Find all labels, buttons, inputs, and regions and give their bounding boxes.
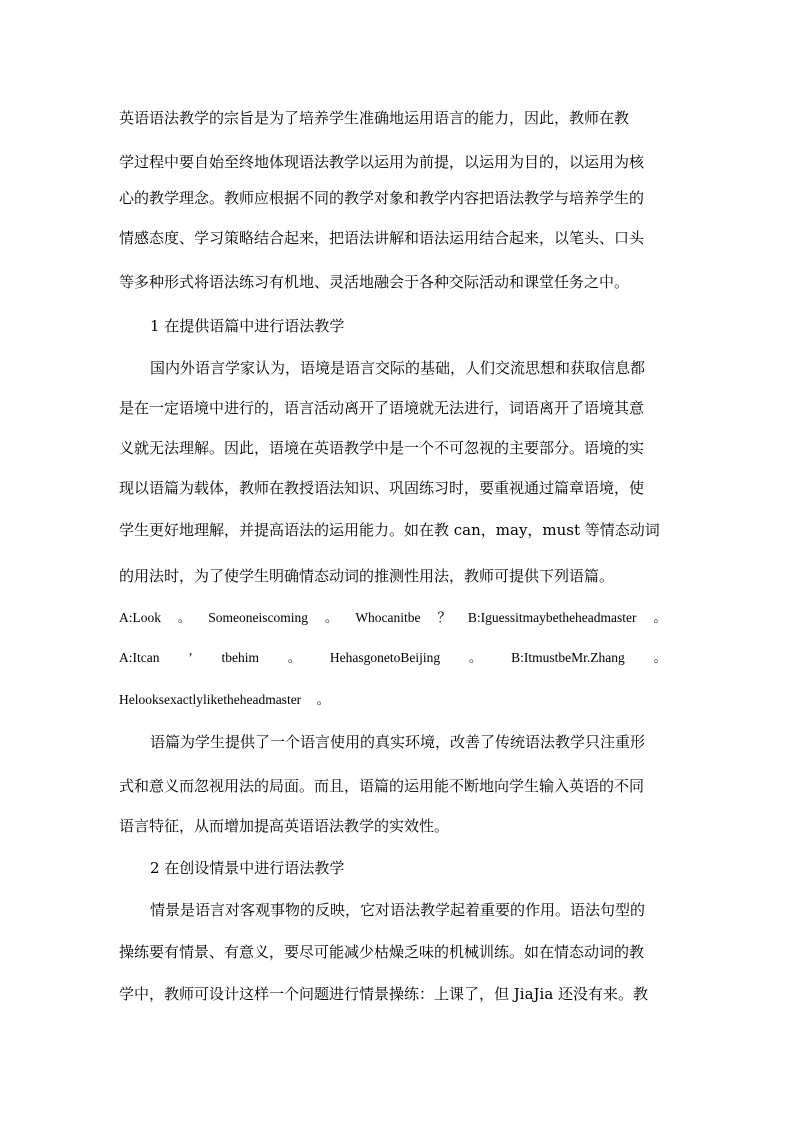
paragraph-line: 学过程中要自始至终地体现语法教学以运用为前提，以运用为目的，以运用为核 <box>119 153 645 171</box>
paragraph-line: 语篇为学生提供了一个语言使用的真实环境，改善了传统语法教学只注重形 <box>150 733 646 751</box>
dialogue-token: 。 <box>653 610 667 625</box>
paragraph-line: 的用法时，为了使学生明确情态动词的推测性用法，教师可提供下列语篇。 <box>119 567 615 585</box>
dialogue-token: Whocanitbe <box>355 610 421 625</box>
dialogue-line-3 <box>119 690 679 710</box>
paragraph-line: 义就无法理解。因此，语境在英语教学中是一个不可忽视的主要部分。语境的实 <box>119 439 645 457</box>
section-heading-2: 2 在创设情景中进行语法教学 <box>150 859 345 877</box>
dialogue-token: 。 <box>316 692 331 707</box>
paragraph-line: 学生更好地理解，并提高语法的运用能力。如在教 can，may，must 等情态动词 <box>119 521 660 539</box>
paragraph-line: 国内外语言学家认为，语境是语言交际的基础，人们交流思想和获取信息都 <box>150 359 646 377</box>
dialogue-token: 。 <box>468 650 483 665</box>
section-heading-1: 1 在提供语篇中进行语法教学 <box>150 317 345 335</box>
dialogue-token: ？ <box>437 610 451 625</box>
paragraph-line: 英语语法教学的宗旨是为了培养学生准确地运用语言的能力，因此，教师在教 <box>119 109 630 127</box>
paragraph-line: 操练要有情景、有意义，要尽可能减少枯燥乏味的机械训练。如在情态动词的教 <box>119 943 645 961</box>
dialogue-token: Someoneiscoming <box>208 610 309 625</box>
paragraph-line: 学中，教师可设计这样一个问题进行情景操练：上课了，但 JiaJia 还没有来。教 <box>119 985 649 1003</box>
dialogue-token: 。 <box>287 650 302 665</box>
dialogue-token: 。 <box>324 610 339 625</box>
paragraph-line: 情感态度、学习策略结合起来，把语法讲解和语法运用结合起来，以笔头、口头 <box>119 229 645 247</box>
dialogue-token: 。 <box>653 650 667 665</box>
dialogue-token: A:Itcan <box>119 650 160 665</box>
paragraph-line: 现以语篇为载体，教师在教授语法知识、巩固练习时，要重视通过篇章语境，使 <box>119 479 645 497</box>
dialogue-token: Helooksexactlyliketheheadmaster <box>119 692 302 707</box>
dialogue-token: 。 <box>177 610 192 625</box>
dialogue-line-2 <box>119 648 667 668</box>
dialogue-token: HehasgonetoBeijing <box>329 650 441 665</box>
paragraph-line: 心的教学理念。教师应根据不同的教学对象和教学内容把语法教学与培养学生的 <box>119 189 645 207</box>
dialogue-token: A:Look <box>119 610 161 625</box>
dialogue-token: tbehim <box>221 650 259 665</box>
paragraph-line: 是在一定语境中进行的，语言活动离开了语境就无法进行，词语离开了语境其意 <box>119 399 645 417</box>
dialogue-token: B:Iguessitmaybetheheadmaster <box>467 610 637 625</box>
paragraph-line: 情景是语言对客观事物的反映，它对语法教学起着重要的作用。语法句型的 <box>150 901 646 919</box>
dialogue-line-1 <box>119 608 667 628</box>
paragraph-line: 语言特征，从而增加提高英语语法教学的实效性。 <box>119 817 450 835</box>
dialogue-token: ’ <box>188 650 193 665</box>
paragraph-line: 式和意义而忽视用法的局面。而且，语篇的运用能不断地向学生输入英语的不同 <box>119 777 645 795</box>
dialogue-token: B:ItmustbeMr.Zhang <box>511 650 625 665</box>
paragraph-line: 等多种形式将语法练习有机地、灵活地融会于各种交际活动和课堂任务之中。 <box>119 273 630 291</box>
